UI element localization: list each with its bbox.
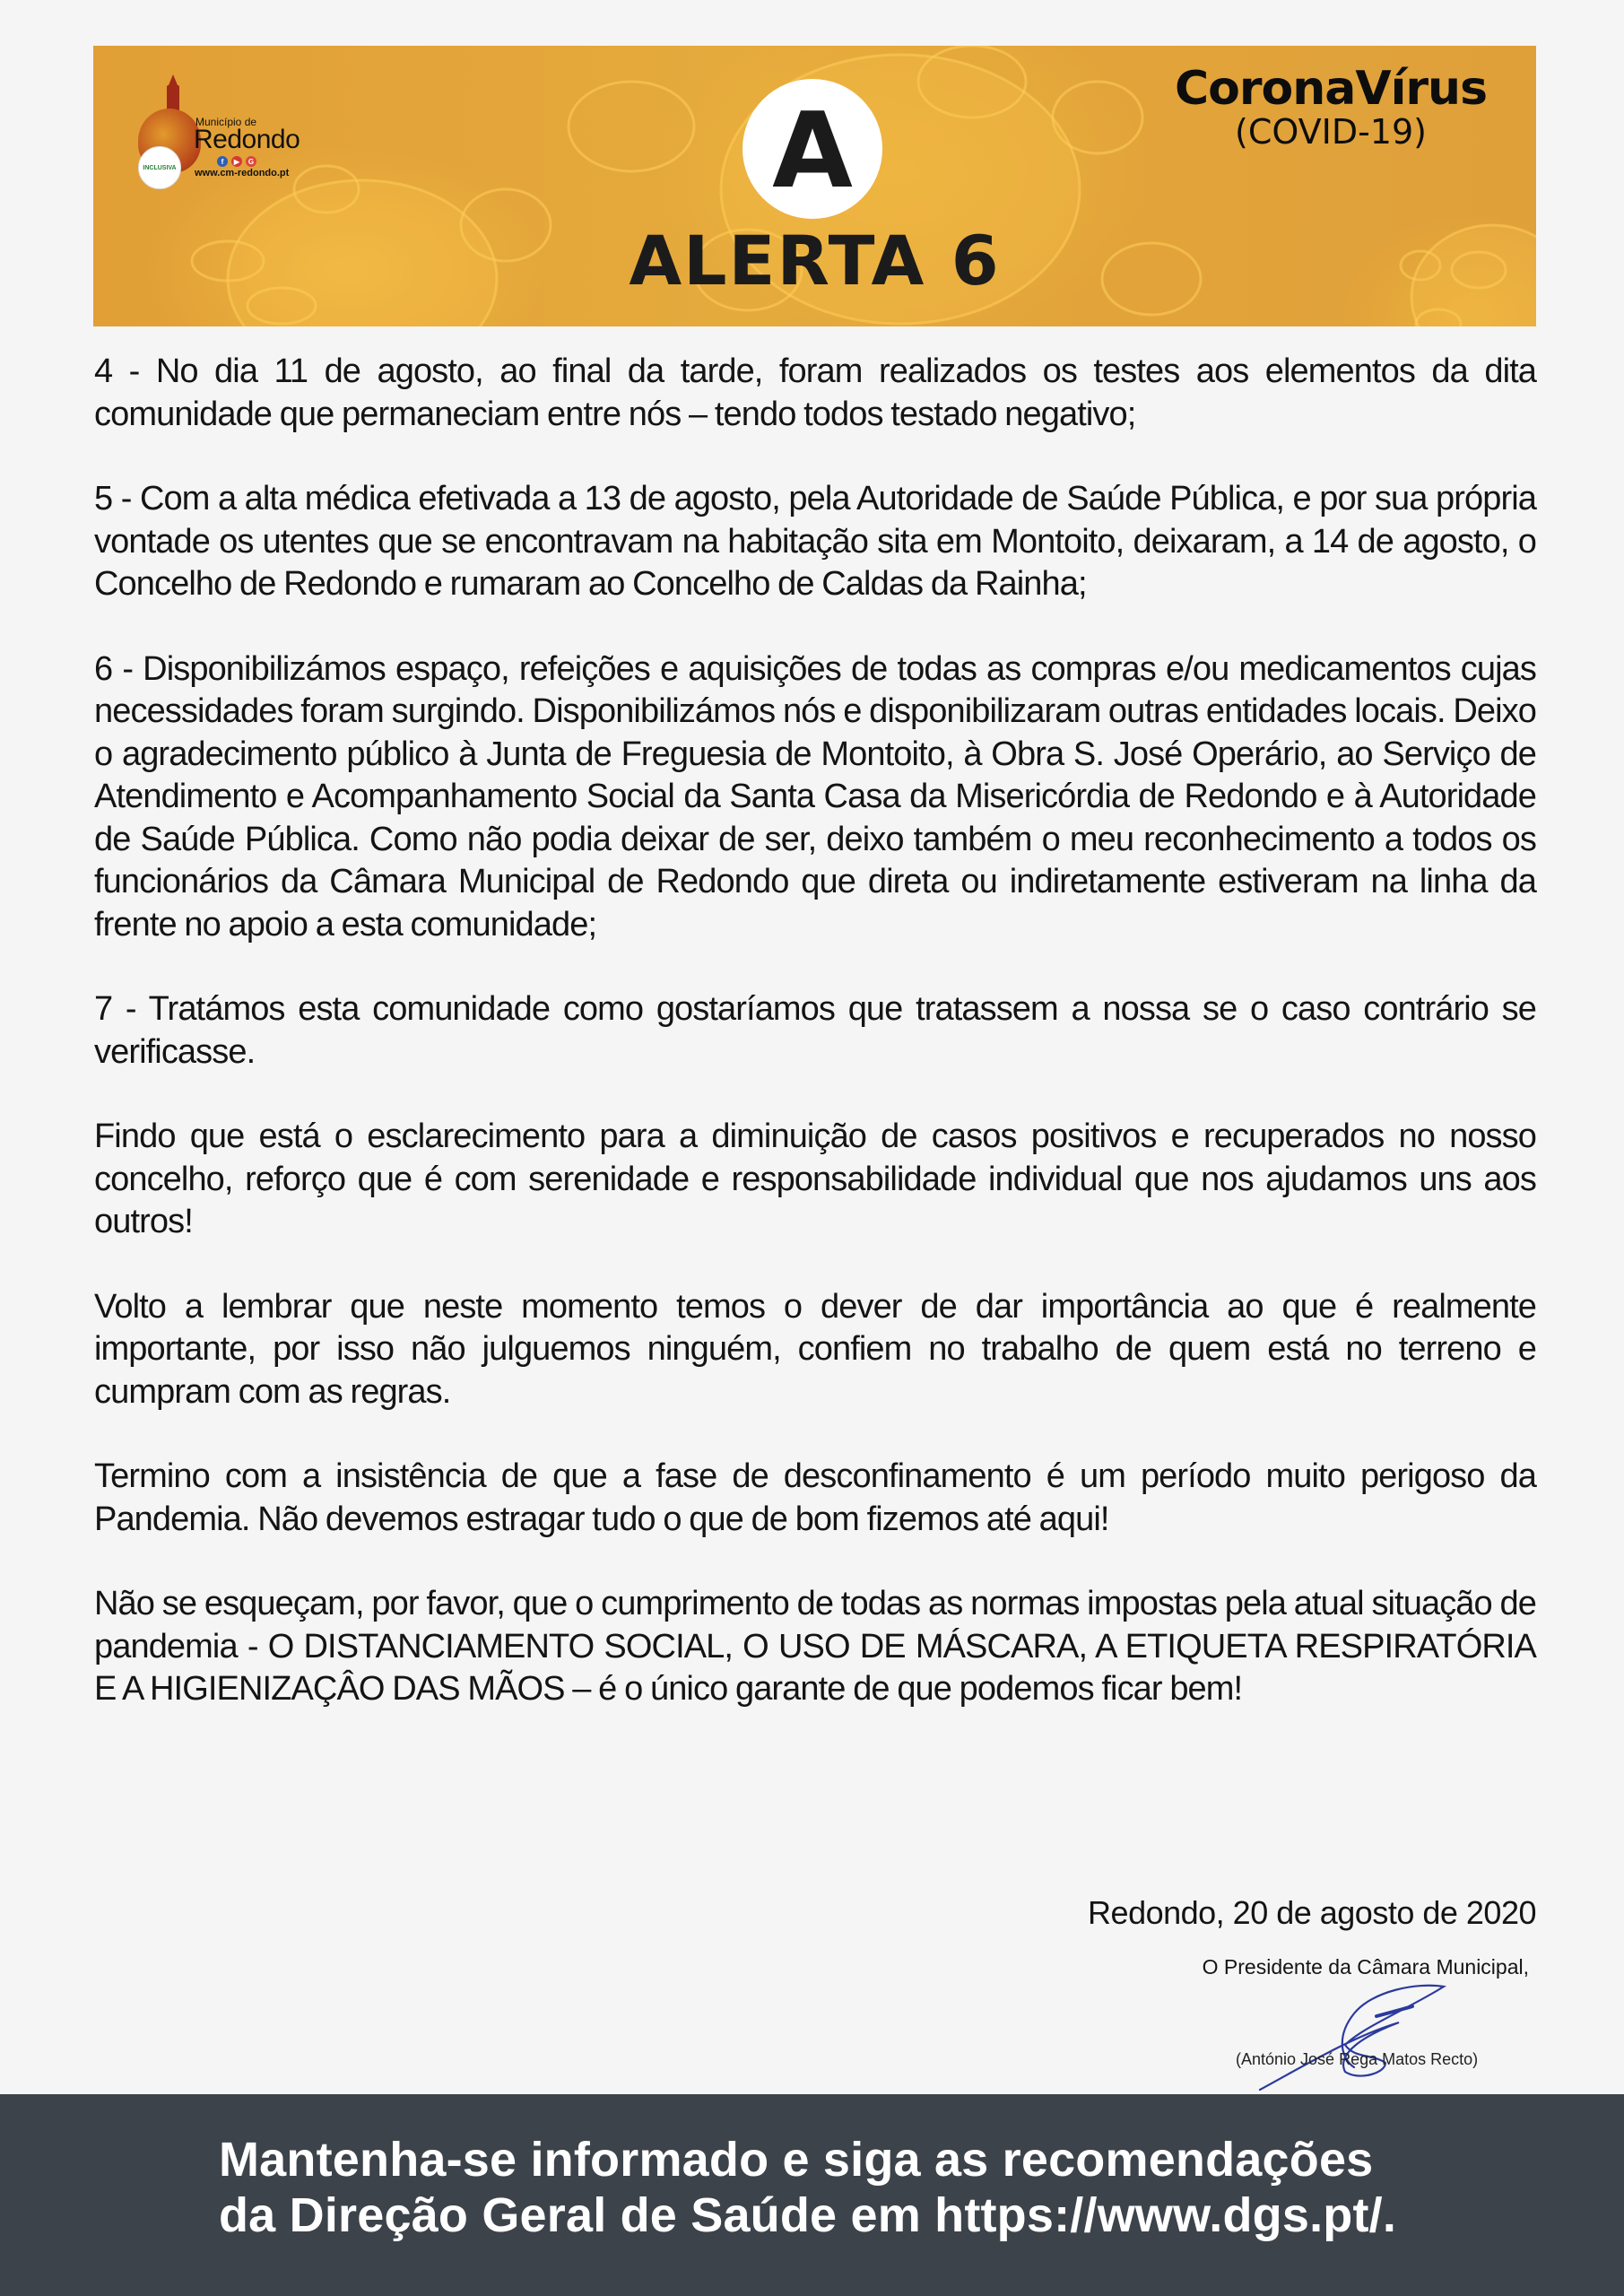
logo-prefix: Município de — [195, 116, 257, 128]
place-and-date: Redondo, 20 de agosto de 2020 — [1088, 1894, 1536, 1931]
paragraph-reminder: Volto a lembrar que neste momento temos o dever de dar importância ao que é realmente importante, por isso não julguemos ninguém, confiem no trabalho de quem está no terreno e cumpram com as regras. — [94, 1287, 1536, 1411]
signatory-role: O Presidente da Câmara Municipal, — [1202, 1955, 1529, 1979]
alert-banner — [93, 46, 1536, 326]
social-links — [217, 156, 256, 167]
announcement-body — [94, 351, 1536, 1753]
signatory-name: (António José Rega Matos Recto) — [1236, 2050, 1479, 2068]
google-plus-icon[interactable]: G — [246, 156, 256, 167]
alert-letter: A — [772, 91, 853, 212]
inclusiva-badge: INCLUSIVA — [138, 146, 181, 189]
paragraph-item-7: 7 - Tratámos esta comunidade como gostaríamos que tratassem a nossa se o caso contrário se verificasse. — [94, 990, 1536, 1071]
municipality-website-link[interactable]: www.cm-redondo.pt — [195, 168, 290, 178]
municipality-logo[interactable] — [131, 65, 355, 191]
handwritten-signature — [1229, 1973, 1462, 2099]
paragraph-conclusion: Findo que está o esclarecimento para a diminuição de casos positivos e recuperados no nosso concelho, reforço que é com serenidade e responsabilidade individual que nos ajudamos uns aos outros! — [94, 1118, 1536, 1240]
topic-subtitle: (COVID-19) — [1235, 112, 1427, 152]
footer-banner — [0, 2094, 1624, 2296]
footer-message — [219, 2132, 1474, 2243]
alert-level-circle — [743, 79, 882, 219]
footer-line-1: Mantenha-se informado e siga as recomendações — [219, 2133, 1374, 2187]
facebook-icon[interactable]: f — [217, 156, 228, 167]
youtube-icon[interactable]: ▶ — [231, 156, 242, 167]
footer-line-2-dgs-link[interactable]: da Direção Geral de Saúde em https://www.dgs.pt/. — [219, 2188, 1397, 2242]
logo-municipality-name: Redondo — [194, 125, 300, 154]
alert-title: ALERTA 6 — [629, 221, 1001, 300]
paragraph-item-6: 6 - Disponibilizámos espaço, refeições e aquisições de todas as compras e/ou medicamentos cujas necessidades foram surgindo. Disponibilizámos nós e disponibilizaram outras entidades locais. Deixo o agradecimento público à Junta de Freguesia de Montoito, à Obra S. José Operário, ao Serviço de Atendimento e Acompanhamento Social da Santa Casa da Misericórdia de Redondo e à Autoridade de Saúde Pública. Como não podia deixar de ser, deixo também o meu reconhecimento a todos os funcionários da Câmara Municipal de Redondo que direta ou indiretamente estiveram na linha da frente no apoio a esta comunidade; — [94, 649, 1536, 944]
topic-heading — [1156, 64, 1506, 151]
topic-title: CoronaVírus — [1174, 62, 1488, 116]
paragraph-warning: Termino com a insistência de que a fase de desconfinamento é um período muito perigoso da Pandemia. Não devemos estragar tudo o que de bom fizemos até aqui! — [94, 1457, 1536, 1538]
paragraph-item-4: 4 - No dia 11 de agosto, ao final da tarde, foram realizados os testes aos elementos da dita comunidade que permaneciam entre nós – tendo todos testado negativo; — [94, 352, 1536, 433]
paragraph-item-5: 5 - Com a alta médica efetivada a 13 de agosto, pela Autoridade de Saúde Pública, e por sua própria vontade os utentes que se encontravam na habitação sita em Montoito, deixaram, a 14 de agosto, o Concelho de Redondo e rumaram ao Concelho de Caldas da Rainha; — [94, 480, 1536, 603]
paragraph-rules: Não se esqueçam, por favor, que o cumprimento de todas as normas impostas pela atual situação de pandemia - O DISTANCIAMENTO SOCIAL, O USO DE MÁSCARA, A ETIQUETA RESPIRATÓRIA E A HIGIENIZAÇÂO DAS MÃOS – é o único garante de que podemos ficar bem! — [94, 1585, 1536, 1708]
